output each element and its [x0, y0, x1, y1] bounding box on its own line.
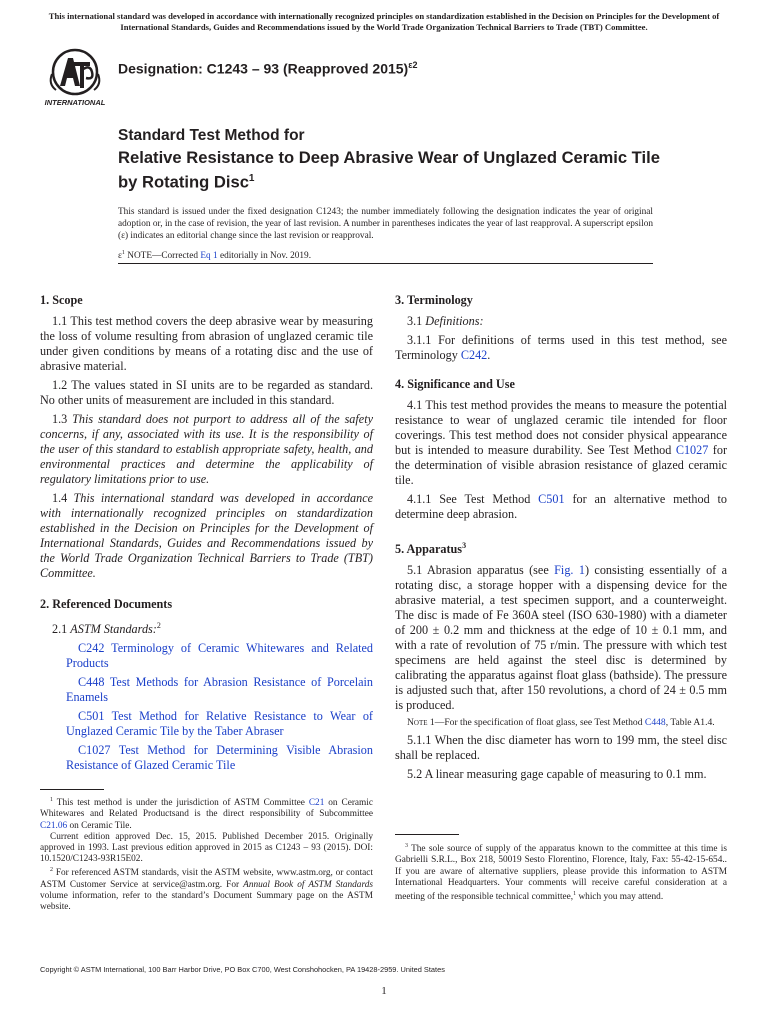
designation-sup: ε2 — [408, 60, 418, 70]
fn2-b: volume information, refer to the standard’s Document Summary page on the ASTM website. — [40, 890, 373, 913]
fn1-b: on Ceramic Whitewares and Related Productsand is the direct responsibility of Subcommittee — [40, 798, 373, 820]
fn2-italic: Annual Book of ASTM Standards — [243, 879, 373, 890]
significance-p1-text: 4.1 This test method provides the means to measure the potential resistance to wear of unglazed ceramic tile intended for floor coverings. This test method does not consider physical appearance but is intended to measure durability. See Test Method — [395, 398, 727, 457]
significance-p2-end: for an alternative method to determine deep abrasion. — [395, 492, 727, 521]
astm-logo — [38, 48, 112, 108]
footnote-2 — [40, 865, 373, 913]
header-divider — [118, 263, 653, 264]
significance-p1 — [395, 398, 727, 488]
terminology-p1-num: 3.1 — [407, 314, 423, 328]
ref-c1027-link[interactable]: C1027 — [78, 743, 111, 758]
ref-item — [40, 709, 373, 739]
significance-p2-text: 4.1.1 See Test Method — [407, 492, 531, 506]
footnote-1 — [40, 795, 373, 832]
title-sup: 1 — [248, 173, 255, 184]
refdocs-sub — [40, 618, 373, 637]
footnote-3 — [395, 841, 727, 903]
c448-link[interactable]: C448 — [644, 717, 666, 729]
significance-p1-end: for the determination of visible abrasion resistance of glazed ceramic tile. — [395, 443, 728, 487]
scope-heading: 1. Scope — [40, 293, 83, 307]
epsilon-note — [118, 250, 311, 261]
ref-c448-link[interactable]: C448 — [78, 675, 105, 690]
ref-c501-link[interactable]: C501 — [78, 709, 105, 724]
refdocs-sub-num: 2.1 — [52, 622, 68, 637]
footnote-1-edition: Current edition approved Dec. 15, 2015. Published December 2015. Originally approved in 1993. Last previous edition approved in 2015 as C1243 – 93 (2015). DOI: 10.1520/C1243-93R15E02. — [40, 831, 373, 865]
fn3-end: which you may attend. — [578, 892, 664, 902]
ref-item — [40, 641, 373, 671]
footnote-rule-left — [40, 789, 104, 790]
scope-p4-text: This international standard was developed in accordance with internationally recognized principles on standardization established in the Decision on Principles for the Development of International Standards, Guides and Recommendations issued by the World Trade Organization Technical Barriers to Trade (TBT) Committee. — [40, 491, 374, 580]
fn2-sup: 2 — [50, 867, 53, 874]
refdocs-heading: 2. Referenced Documents — [40, 597, 173, 611]
fn1-a: This test method is under the jurisdiction of ASTM Committee — [56, 798, 305, 809]
title-main — [118, 147, 678, 193]
terminology-p1 — [395, 314, 727, 329]
note-1 — [395, 717, 727, 729]
terminology-p1-text: Definitions: — [425, 314, 484, 328]
fn3-sup2: 1 — [573, 890, 577, 897]
ref-item — [40, 743, 373, 773]
scope-p1: 1.1 This test method covers the deep abrasive wear by measuring the loss of volume resulting from abrasion of unglazed ceramic tile under given conditions by means of a rotating disc and the use of abrasive material. — [40, 314, 373, 373]
note-1-b: , Table A1.4. — [665, 717, 715, 729]
issued-text: This standard is issued under the fixed designation C1243; the number immediately following the designation indicates the year of original adoption or, in the case of revision, the year of last revision. A number in parentheses indicates the year of last reapproval. A superscript epsilon (ε) indicates an editorial change since the last revision or reapproval. — [118, 207, 653, 242]
ref-c242-text[interactable]: Terminology of Ceramic Whitewares and Related Products — [66, 641, 374, 671]
right-column — [395, 293, 727, 786]
astm-logo-graphic — [38, 48, 112, 108]
c501-link[interactable]: C501 — [538, 492, 565, 506]
ref-c242-link[interactable]: C242 — [78, 641, 105, 656]
epsilon-prefix: ε — [118, 251, 122, 262]
c21-link[interactable]: C21 — [308, 798, 325, 809]
apparatus-p1 — [395, 563, 727, 713]
eq1-link[interactable]: Eq 1 — [200, 251, 218, 262]
terminology-heading: 3. Terminology — [395, 293, 473, 307]
title-main-text: Relative Resistance to Deep Abrasive Wear of Unglazed Ceramic Tile by Rotating Disc — [118, 148, 660, 192]
fn2-a: For referenced ASTM standards, visit the ASTM website, www.astm.org, or contact ASTM Customer Service at service@astm.org. For — [40, 868, 374, 890]
scope-p3-text: This standard does not purport to address all of the safety concerns, if any, associated with its use. It is the responsibility of the user of this standard to establish appropriate safety, health, and environmental practices and determine the applicability of regulatory limitations prior to use. — [40, 412, 373, 486]
terminology-p2-text: 3.1.1 For definitions of terms used in this test method, see Terminology — [395, 333, 727, 362]
ref-item — [40, 675, 373, 705]
ref-c448-text[interactable]: Test Methods for Abrasion Resistance of Porcelain Enamels — [66, 675, 373, 705]
c242-link[interactable]: C242 — [460, 348, 488, 362]
epsilon-label: NOTE—Corrected — [127, 251, 198, 262]
refdocs-sub-sup: 2 — [156, 621, 161, 630]
note-1-a: —For the specification of float glass, see Test Method — [434, 717, 643, 729]
apparatus-p1-a: 5.1 Abrasion apparatus (see — [407, 563, 549, 578]
title-pre: Standard Test Method for — [118, 127, 305, 144]
designation — [118, 60, 418, 77]
c2106-link[interactable]: C21.06 — [40, 820, 68, 831]
significance-p2 — [395, 492, 727, 522]
designation-text: Designation: C1243 – 93 (Reapproved 2015) — [118, 60, 409, 77]
footnotes-right — [395, 841, 727, 903]
scope-p4-num: 1.4 — [52, 491, 68, 505]
epsilon-sup: 1 — [121, 250, 125, 256]
refdocs-sub-text: ASTM Standards: — [70, 622, 157, 637]
apparatus-heading — [395, 538, 727, 557]
significance-heading: 4. Significance and Use — [395, 377, 515, 391]
apparatus-p3: 5.2 A linear measuring gage capable of measuring to 0.1 mm. — [407, 767, 707, 782]
fn3-sup: 3 — [405, 843, 408, 849]
footnote-rule-right — [395, 834, 459, 835]
page-number: 1 — [381, 985, 387, 997]
apparatus-heading-text: 5. Apparatus — [395, 542, 463, 557]
scope-p3-num: 1.3 — [52, 412, 68, 426]
scope-p3 — [40, 412, 373, 487]
apparatus-heading-sup: 3 — [462, 541, 467, 550]
epsilon-suffix: editorially in Nov. 2019. — [219, 251, 312, 262]
scope-p2: 1.2 The values stated in SI units are to be regarded as standard. No other units of measurement are included in this standard. — [40, 378, 373, 407]
fig1-link[interactable]: Fig. 1 — [554, 563, 585, 578]
ref-c501-text[interactable]: Test Method for Relative Resistance to Wear of Unglazed Ceramic Tile by the Taber Abraser — [66, 709, 373, 739]
logo-text: INTERNATIONAL — [44, 98, 106, 107]
copyright: Copyright © ASTM International, 100 Barr Harbor Drive, PO Box C700, West Conshohocken, PA 19428-2959. United States — [40, 965, 445, 974]
terminology-p2 — [395, 333, 727, 363]
apparatus-p1-b: ) consisting essentially of a rotating disc, a storage hopper with a dispensing device for the abrasive material, a test specimen support, and a counterweight. The disc is made of Fe 360A steel (ISO 630-1980) with a diameter of 200 ± 0.2 mm and thickness at the edge of 10 ± 0.1 mm, and with a rate of revolution of 75 r/min. The pressure with which test specimens are held against the steel disc is determined by calibrating the apparatus against float glass (bathside). The pressure is adjusted such that, after 150 revolutions, a chord of 24 ± 0.5 mm is produced. — [395, 563, 728, 713]
apparatus-p2: 5.1.1 When the disc diameter has worn to 199 mm, the steel disc shall be replaced. — [395, 733, 727, 763]
c1027-link[interactable]: C1027 — [675, 443, 709, 457]
note-1-label: Note 1 — [407, 717, 435, 729]
tbt-notice: This international standard was developed in accordance with internationally recognized principles on standardization established in the Decision on Principles for the Development of International Standards, Guides and Recommendations issued by the World Trade Organization Technical Barriers to Trade (TBT) Committee. — [48, 11, 720, 32]
fn3-text: The sole source of supply of the apparatus known to the committee at this time is Gabrielli S.R.L., Box 218, 50019 Sesto Florentino, Florence, Italy, Fax: 55-42-15-654.. If you are aware of alternative suppliers, please provide this information to ASTM International Headquarters. Your comments will receive careful consideration at a meeting of the responsible technical committee, — [395, 844, 728, 902]
left-column — [40, 293, 373, 777]
scope-p4 — [40, 491, 373, 581]
fn1-c: on Ceramic Tile. — [69, 820, 132, 831]
footnotes-left — [40, 795, 373, 913]
ref-c1027-text[interactable]: Test Method for Determining Visible Abrasion Resistance of Glazed Ceramic Tile — [66, 743, 373, 773]
terminology-p2-end: . — [487, 348, 491, 362]
fn1-sup: 1 — [50, 797, 53, 803]
